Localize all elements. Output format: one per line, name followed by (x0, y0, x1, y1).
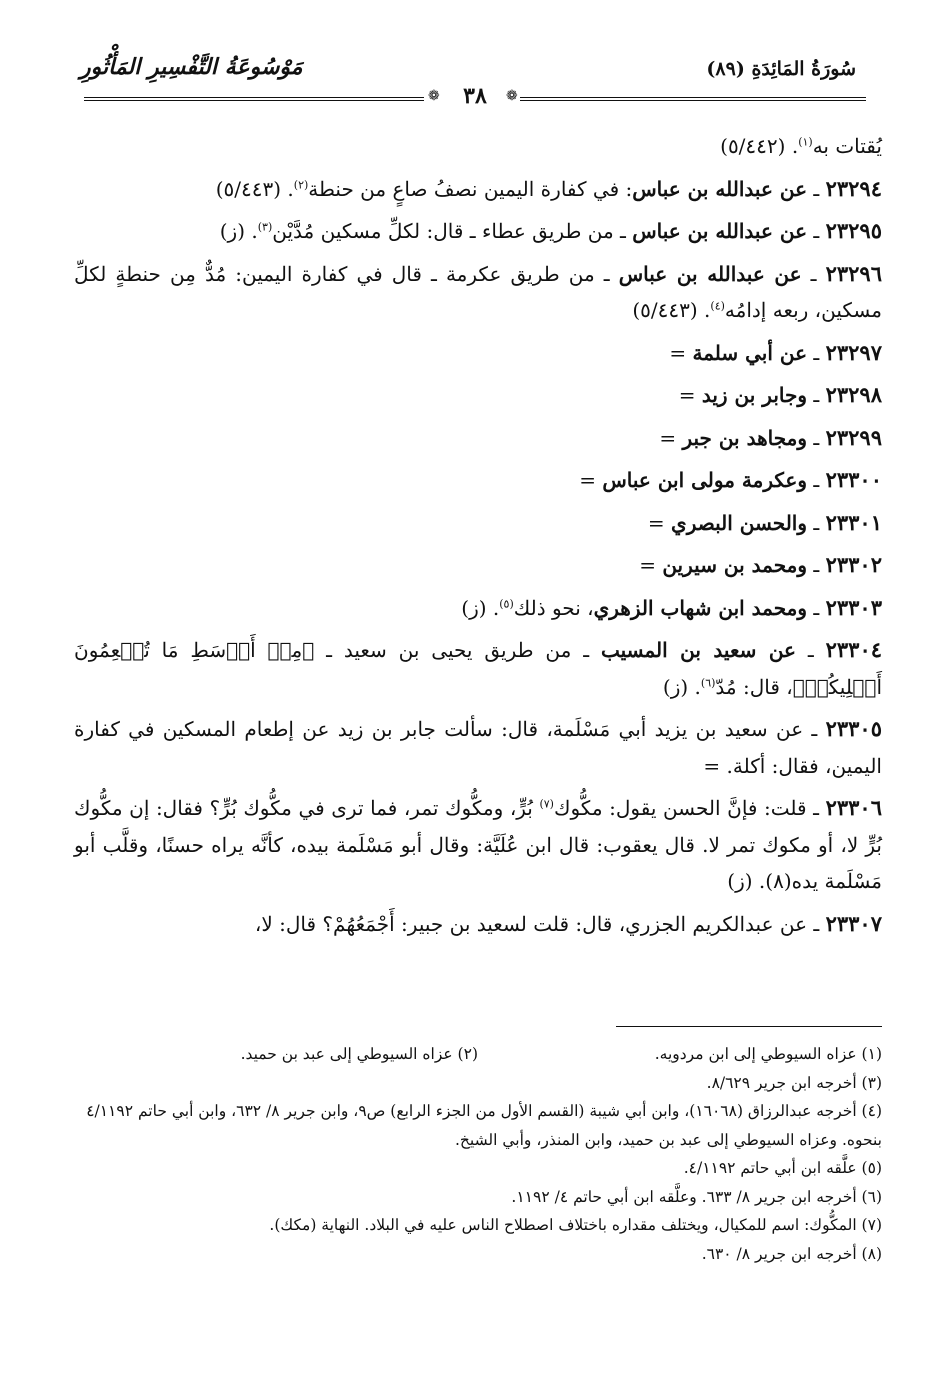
footnote-rule (616, 1026, 882, 1027)
entry-5: ٢٣٢٩٨ ـ وجابر بن زيد = (678, 382, 882, 407)
footnote-8: (٨) أخرجه ابن جرير ٨/ ٦٣٠. (701, 1244, 882, 1263)
header-surah: سُورَةُ المَائِدَةِ (٨٩) (706, 58, 856, 80)
footnote-5: (٥) علَّقه ابن أبي حاتم ٤/١١٩٢. (683, 1159, 882, 1177)
main-text (74, 128, 882, 948)
footnote-3: (٣) أخرجه ابن جرير ٨/٦٢٩. (706, 1073, 882, 1092)
entry-0: يُقتات به$^{(١)}$. (٥/٤٤٢) (720, 134, 882, 158)
footnote-2: (٢) عزاه السيوطي إلى عبد بن حميد. (240, 1045, 478, 1063)
entry-2: ٢٣٢٩٥ ـ عن عبدالله بن عباس ـ من طريق عطاء ـ قال: لكلِّ مسكين مُدَّيْن$^{(٣)}$. (ز) (219, 218, 882, 243)
entry-7: ٢٣٣٠٠ ـ وعكرمة مولى ابن عباس = (579, 467, 882, 492)
entry-10: ٢٣٣٠٣ ـ ومحمد ابن شهاب الزهري، نحو ذلك$^{(٥)}$. (ز) (461, 594, 882, 620)
entry-3: ٢٣٢٩٦ ـ عن عبدالله بن عباس ـ من طريق عكرمة ـ قال في كفارة اليمين: مُدٌّ مِن حنطةٍ لكلِّ مسكين، ربعه إدامُه$^{(٤)}$. (٥/٤٤٣) (74, 260, 882, 322)
header-rule-left (84, 97, 424, 101)
header-book-title: مَوْسُوعَةُ التَّفْسِيرِ المَأْثُورِ (80, 54, 303, 80)
page-number: ٣٨ (463, 83, 487, 109)
footnote-4: (٤) أخرجه عبدالرزاق (١٦٠٦٨)، وابن أبي شيبة (القسم الأول من الجزء الرابع) ص٩، وابن جرير ٨/ ٦٣٢، وابن أبي حاتم ٤/١١٩٢ بنحوه. وعزاه السيوطي إلى عبد بن حميد، وابن المنذر، وأبي الشيخ. (86, 1102, 882, 1149)
header-ornament-left-icon: ❁ (428, 88, 440, 104)
header-ornament-right-icon: ❁ (506, 88, 518, 104)
footnote-7: (٧) المكُّوك: اسم للمكيال، ويختلف مقداره باختلاف اصطلاح الناس عليه في البلاد. النهاية (مكك). (269, 1216, 882, 1234)
entry-14: ٢٣٣٠٧ ـ عن عبدالكريم الجزري، قال: قلت لسعيد بن جبير: أَجْمَعُهُمْ؟ قال: لا، (254, 910, 882, 936)
entry-6: ٢٣٢٩٩ ـ ومجاهد بن جبر = (659, 424, 882, 450)
entry-13: ٢٣٣٠٦ ـ قلت: فإنَّ الحسن يقول: مكُّوك$^{(٧)}$ بُرٍّ، ومكُّوك تمر، فما ترى في مكُّوك بُرٍّ؟ فقال: إن مكُّوك بُرٍّ لا، أو مكوك تمر لا. قال يعقوب: قال ابن عُلَيَّة: وقال أبو مَسْلَمة بيده، كأنَّه يراه حسنًا، وقلَّب أبو مَسْلَمة يده(٨). (ز) (74, 795, 882, 893)
footnotes (74, 1040, 882, 1268)
entry-8: ٢٣٣٠١ ـ والحسن البصري = (647, 509, 882, 535)
footnote-6: (٦) أخرجه ابن جرير ٨/ ٦٣٣. وعلَّقه ابن أبي حاتم ٤/ ١١٩٢. (511, 1187, 882, 1206)
entry-1: ٢٣٢٩٤ ـ عن عبدالله بن عباس: في كفارة اليمين نصفُ صاعٍ من حنطة$^{(٢)}$. (٥/٤٤٣) (215, 175, 882, 201)
entry-12: ٢٣٣٠٥ ـ عن سعيد بن يزيد أبي مَسْلَمة، قال: سألت جابر بن زيد عن إطعام المسكين في كفارة اليمين، فقال: أكلة. = (74, 716, 882, 778)
entry-9: ٢٣٣٠٢ ـ ومحمد بن سيرين = (639, 552, 882, 577)
footnote-row (74, 1040, 882, 1069)
header-rule-right (520, 97, 866, 101)
entry-11: ٢٣٣٠٤ ـ عن سعيد بن المسيب ـ من طريق يحيى بن سعيد ـ ﴿مِنۡ أَوۡسَطِ مَا تُطۡعِمُونَ أَهۡلِيكُمۡ﴾، قال: مُدّ$^{(٦)}$. (ز) (74, 637, 883, 699)
footnote-1: (١) عزاه السيوطي إلى ابن مردويه. (654, 1045, 882, 1063)
entry-4: ٢٣٢٩٧ ـ عن أبي سلمة = (669, 339, 882, 365)
